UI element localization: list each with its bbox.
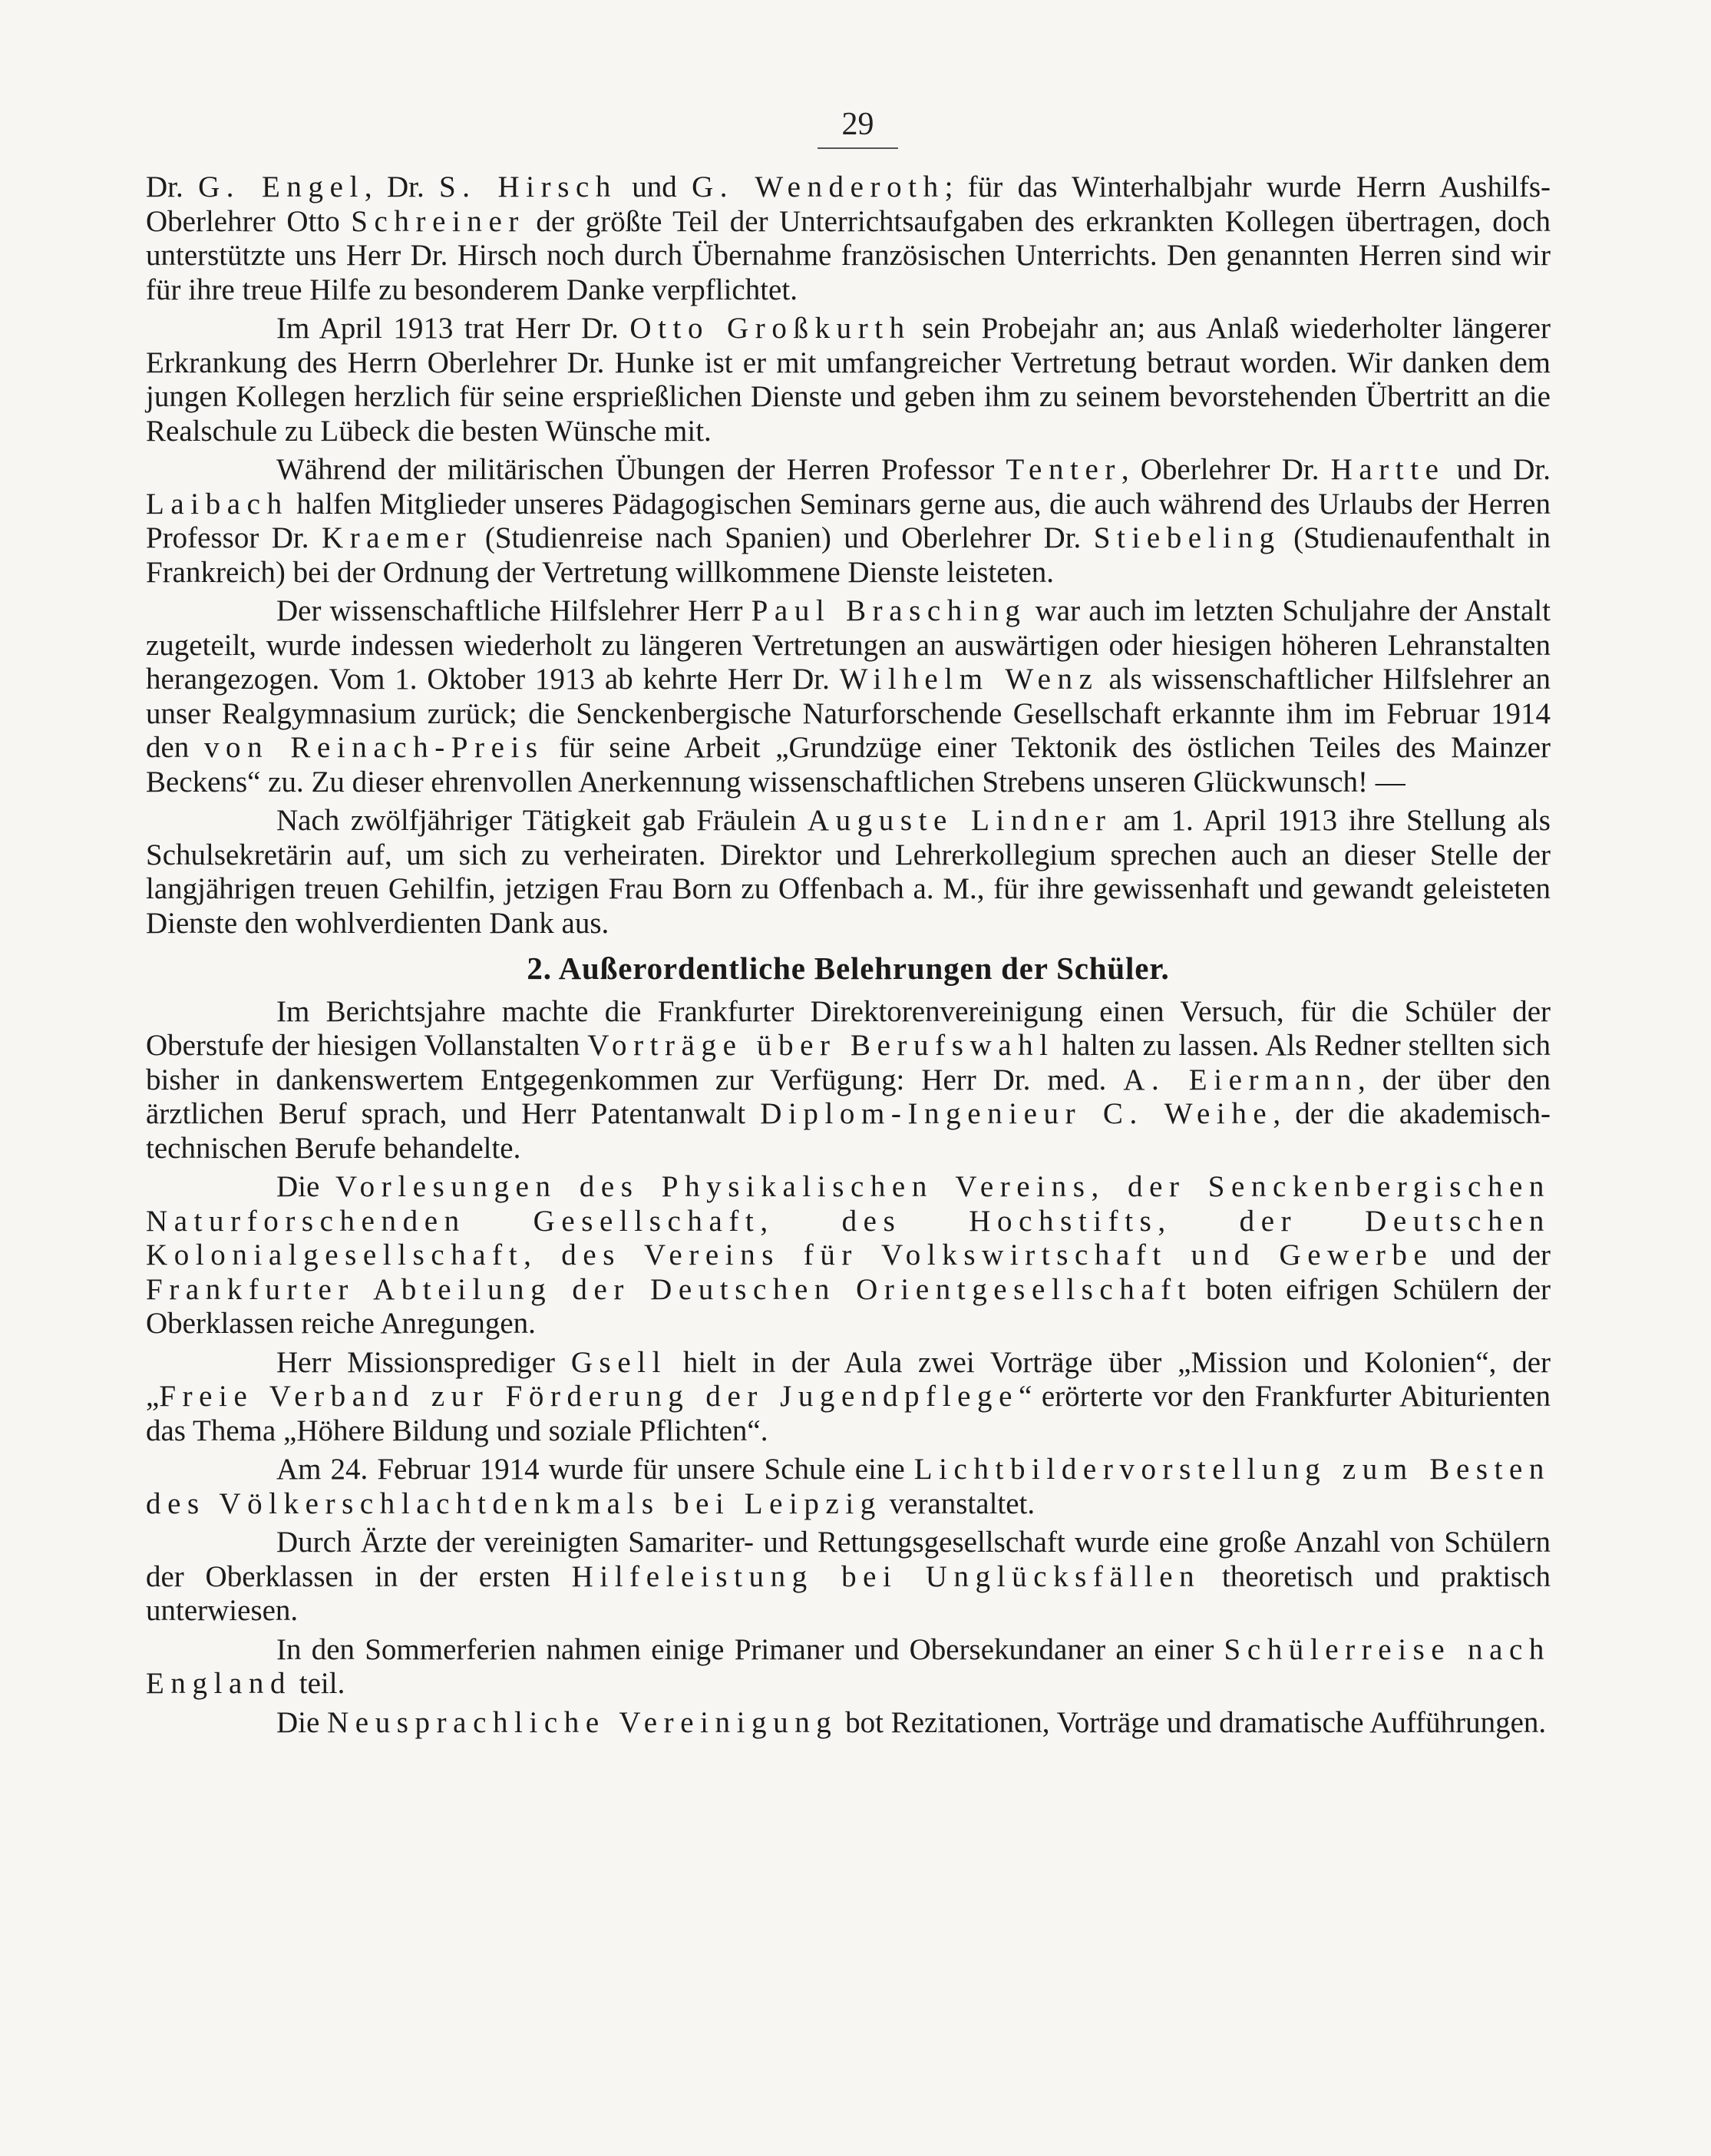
text-run: “ erörterte vor den Frankfurter Abiturienten das Thema „Höhere Bildung und soziale Pflichten“.: [146, 1380, 1551, 1447]
section-heading: 2. Außerordentliche Belehrungen der Schüler.: [527, 951, 1170, 986]
body-text: [146, 170, 1551, 1744]
paragraph-staff-substitutes: [146, 170, 1551, 307]
paragraph-assistant-teachers: [146, 594, 1551, 799]
text-run: , der die akademisch-technischen Berufe behandelte.: [146, 1097, 1551, 1165]
spaced-text: G. Wenderoth: [692, 170, 945, 203]
spaced-text: Vorlesungen des Physikalischen Vereins, der Senckenbergischen Naturforschenden Gesellschaft, des Hochstifts, der Deutschen Kolonialgesellschaft, des Vereins für Volkswirtschaft und Gewerbe: [146, 1170, 1551, 1271]
text-run: Im April 1913 trat Herr Dr.: [276, 312, 630, 345]
paragraph-society-lectures: [146, 1170, 1551, 1341]
text-run: als wissenschaftlicher Hilfslehrer an unser Realgymnasium zurück; die Senckenbergische Naturforschende Gesellschaft erkannte ihm im Februar 1914 den: [146, 663, 1551, 764]
text-run: Die: [276, 1170, 335, 1203]
spaced-text: Vorträge über Berufswahl: [587, 1029, 1055, 1062]
text-run: Die: [276, 1705, 328, 1739]
text-run: , der über den ärztlichen Beruf sprach, und Herr Patentanwalt: [146, 1063, 1551, 1130]
spaced-text: Schülerreise nach England: [146, 1632, 1551, 1700]
text-run: In den Sommerferien nahmen einige Primaner und Obersekundaner an einer: [276, 1632, 1224, 1666]
spaced-text: Frankfurter Abteilung der Deutschen Orientgesellschaft: [146, 1272, 1193, 1306]
text-run: sein Probejahr an; aus Anlaß wiederholter längerer Erkrankung des Herrn Oberlehrer Dr. Hunke ist er mit umfangreicher Vertretung betraut worden. Wir danken dem jungen Kollegen herzlich für seine ersprießlichen Dienste und geben ihm zu seinem bevorstehenden Übertritt an die Realschule zu Lübeck die besten Wünsche mit.: [146, 312, 1551, 448]
paragraph-career-lectures: [146, 995, 1551, 1166]
spaced-text: Otto Großkurth: [629, 312, 911, 345]
text-run: Am 24. Februar 1914 wurde für unsere Schule eine: [276, 1453, 914, 1486]
text-run: für seine Arbeit „Grundzüge einer Tektonik des östlichen Teiles des Mainzer Beckens“ zu. Zu dieser ehrenvollen Anerkennung wissenschaftlichen Strebens unseren Glückwunsch! —: [146, 731, 1551, 799]
paragraph-language-club: [146, 1706, 1551, 1741]
spaced-text: Stiebeling: [1093, 521, 1281, 554]
spaced-text: Paul Brasching: [751, 594, 1027, 627]
text-run: Nach zwölfjähriger Tätigkeit gab Fräulein: [276, 804, 808, 837]
text-run: Dr.: [146, 170, 199, 203]
text-run: war auch im letzten Schuljahre der Anstalt zugeteilt, wurde indessen wiederholt zu längeren Vertretungen an auswärtigen oder hiesigen höheren Lehranstalten herangezogen. Vom 1. Oktober 1913 ab kehrte Herr Dr.: [146, 594, 1551, 696]
text-run: am 1. April 1913 ihre Stellung als Schulsekretärin auf, um sich zu verheiraten. Direktor und Lehrerkollegium sprechen auch an dieser Stelle der langjährigen treuen Gehilfin, jetzigen Frau Born zu Offenbach a. M., für ihre gewissenhaft und gewandt geleisteten Dienste den wohlverdienten Dank aus.: [146, 804, 1551, 940]
text-run: Der wissenschaftliche Hilfslehrer Herr: [276, 594, 751, 627]
spaced-text: Freie Verband zur Förderung der Jugendpflege: [159, 1380, 1019, 1413]
paragraph-school-secretary: [146, 804, 1551, 941]
spaced-text: Neusprachliche Vereinigung: [327, 1705, 838, 1739]
text-run: veranstaltet.: [881, 1486, 1036, 1520]
spaced-text: Hartte: [1330, 453, 1445, 486]
paragraph-probationary-year: [146, 312, 1551, 448]
paragraph-first-aid: [146, 1526, 1551, 1629]
spaced-text: Schreiner: [351, 204, 525, 238]
paragraph-military-exercises: [146, 453, 1551, 590]
spaced-text: A. Eiermann: [1123, 1063, 1359, 1096]
text-run: Im Berichtsjahre machte die Frankfurter Direktorenvereinigung einen Versuch, für die Schüler der Oberstufe der hiesigen Vollanstalten: [146, 994, 1551, 1062]
text-run: Während der militärischen Übungen der Herren Professor: [276, 453, 1006, 486]
spaced-text: Laibach: [146, 487, 289, 521]
text-run: der größte Teil der Unterrichtsaufgaben des erkrankten Kollegen übertragen, doch unterstützte uns Herr Dr. Hirsch noch durch Übernahme französischen Unterrichts. Den genannten Herren sind wir für ihre treue Hilfe zu besonderem Danke verpflichtet.: [146, 204, 1551, 306]
spaced-text: Auguste Lindner: [807, 804, 1112, 837]
text-run: Durch Ärzte der vereinigten Samariter- und Rettungsgesellschaft wurde eine große Anzahl von Schülern der Oberklassen in der ersten: [146, 1526, 1551, 1593]
text-run: und der: [1433, 1238, 1551, 1271]
text-run: boten eifrigen Schülern der Oberklassen reiche Anregungen.: [146, 1272, 1551, 1340]
text-run: und Dr.: [1445, 453, 1551, 486]
spaced-text: von Reinach-Preis: [203, 731, 544, 764]
paragraph-england-trip: [146, 1633, 1551, 1701]
text-run: hielt in der Aula zwei Vorträge über „Mission und Kolonien“, der „: [146, 1345, 1551, 1413]
spaced-text: Gsell: [570, 1345, 668, 1379]
spaced-text: Tenter: [1006, 453, 1121, 486]
paragraph-slide-show: [146, 1453, 1551, 1521]
text-run: teil.: [292, 1667, 345, 1700]
text-run: , Dr.: [364, 170, 439, 203]
spaced-text: Hilfeleistung bei Unglücksfällen: [571, 1559, 1201, 1593]
spaced-text: Diplom-Ingenieur C. Weihe: [760, 1097, 1273, 1130]
text-run: (Studienaufenthalt in Frankreich) bei der Ordnung der Vertretung willkommene Dienste leisteten.: [146, 521, 1551, 589]
text-run: , Oberlehrer Dr.: [1121, 453, 1331, 486]
text-run: halten zu lassen. Als Redner stellten sich bisher in dankenswertem Entgegenkommen zur Verfügung: Herr Dr. med.: [146, 1029, 1551, 1096]
spaced-text: Wilhelm Wenz: [839, 663, 1099, 696]
spaced-text: G. Engel: [198, 170, 365, 203]
text-run: ; für das Winterhalbjahr wurde Herrn Aushilfs-Oberlehrer Otto: [146, 170, 1551, 238]
text-run: und: [616, 170, 692, 203]
text-run: theoretisch und praktisch unterwiesen.: [146, 1559, 1551, 1627]
spaced-text: Lichtbildervorstellung zum Besten des Völkerschlachtdenkmals bei Leipzig: [146, 1453, 1551, 1520]
spaced-text: Kraemer: [321, 521, 473, 554]
text-run: Herr Missionsprediger: [276, 1345, 571, 1379]
paragraph-mission-talks: [146, 1346, 1551, 1449]
text-run: halfen Mitglieder unseres Pädagogischen Seminars gerne aus, die auch während des Urlaubs der Herren Professor Dr.: [146, 487, 1551, 554]
page-number: 29: [818, 106, 898, 149]
text-run: (Studienreise nach Spanien) und Oberlehrer Dr.: [472, 521, 1094, 554]
text-run: bot Rezitationen, Vorträge und dramatische Aufführungen.: [837, 1705, 1547, 1739]
spaced-text: S. Hirsch: [439, 170, 617, 203]
